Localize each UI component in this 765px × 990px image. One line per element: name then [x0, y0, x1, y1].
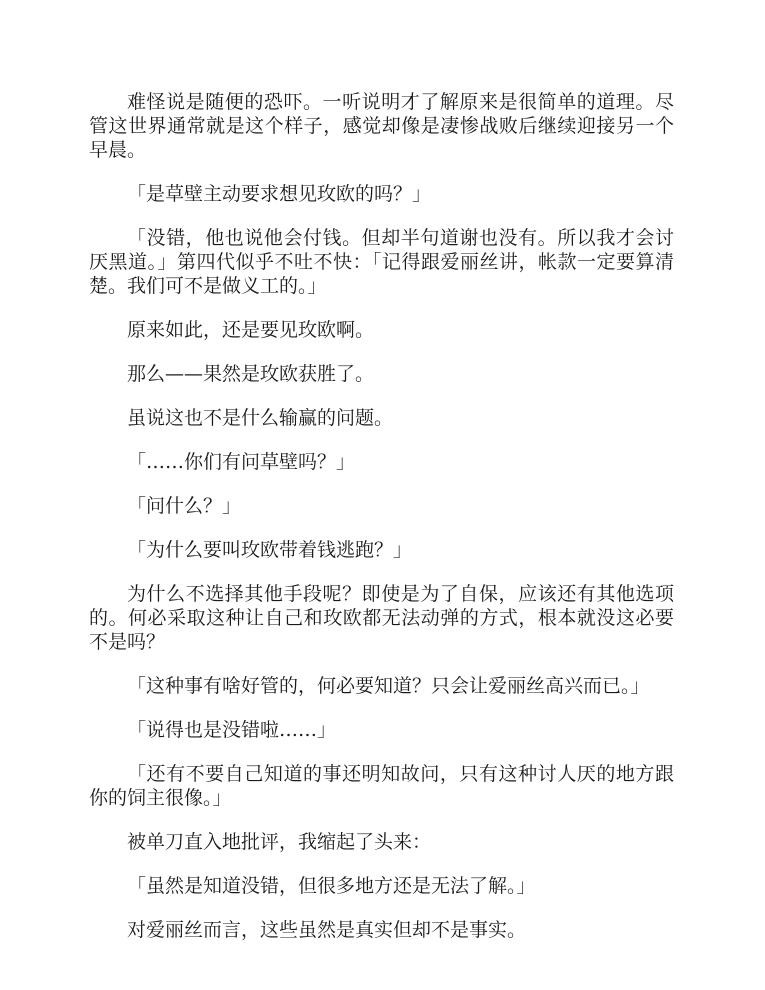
paragraph: 虽说这也不是什么输赢的问题。: [127, 407, 394, 429]
paragraph: 被单刀直入地批评，我缩起了头来：: [127, 831, 432, 853]
dialogue-paragraph: 「……你们有问草壁吗？」: [127, 451, 356, 473]
paragraph: 对爱丽丝而言，这些虽然是真实但却不是事实。: [127, 919, 527, 941]
dialogue-paragraph: 「说得也是没错啦……」: [127, 719, 337, 741]
dialogue-paragraph: 「问什么？」: [127, 495, 242, 517]
dialogue-paragraph: 「为什么要叫玫欧带着钱逃跑？」: [127, 539, 413, 561]
paragraph: 那么——果然是玫欧获胜了。: [127, 363, 375, 385]
dialogue-paragraph: 「没错，他也说他会付钱。但却半句道谢也没有。所以我才会讨厌黑道。」第四代似乎不吐不快：「记得跟爱丽丝讲，帐款一定要算清楚。我们可不是做义工的。」: [89, 227, 674, 297]
paragraph: 为什么不选择其他手段呢？即使是为了自保，应该还有其他选项的。何必采取这种让自己和玫欧都无法动弹的方式，根本就没这必要不是吗？: [89, 583, 674, 653]
dialogue-paragraph: 「是草壁主动要求想见玫欧的吗？」: [127, 183, 432, 205]
dialogue-paragraph: 「这种事有啥好管的，何必要知道？只会让爱丽丝高兴而已。」: [127, 675, 650, 697]
dialogue-paragraph: 「还有不要自己知道的事还明知故问，只有这种讨人厌的地方跟你的饲主很像。」: [89, 763, 674, 809]
document-page: [89, 90, 674, 962]
paragraph: 难怪说是随便的恐吓。一听说明才了解原来是很简单的道理。尽管这世界通常就是这个样子，感觉却像是凄惨战败后继续迎接另一个早晨。: [89, 91, 674, 161]
paragraph: 原来如此，还是要见玫欧啊。: [127, 319, 375, 341]
dialogue-paragraph: 「虽然是知道没错，但很多地方还是无法了解。」: [127, 875, 536, 897]
